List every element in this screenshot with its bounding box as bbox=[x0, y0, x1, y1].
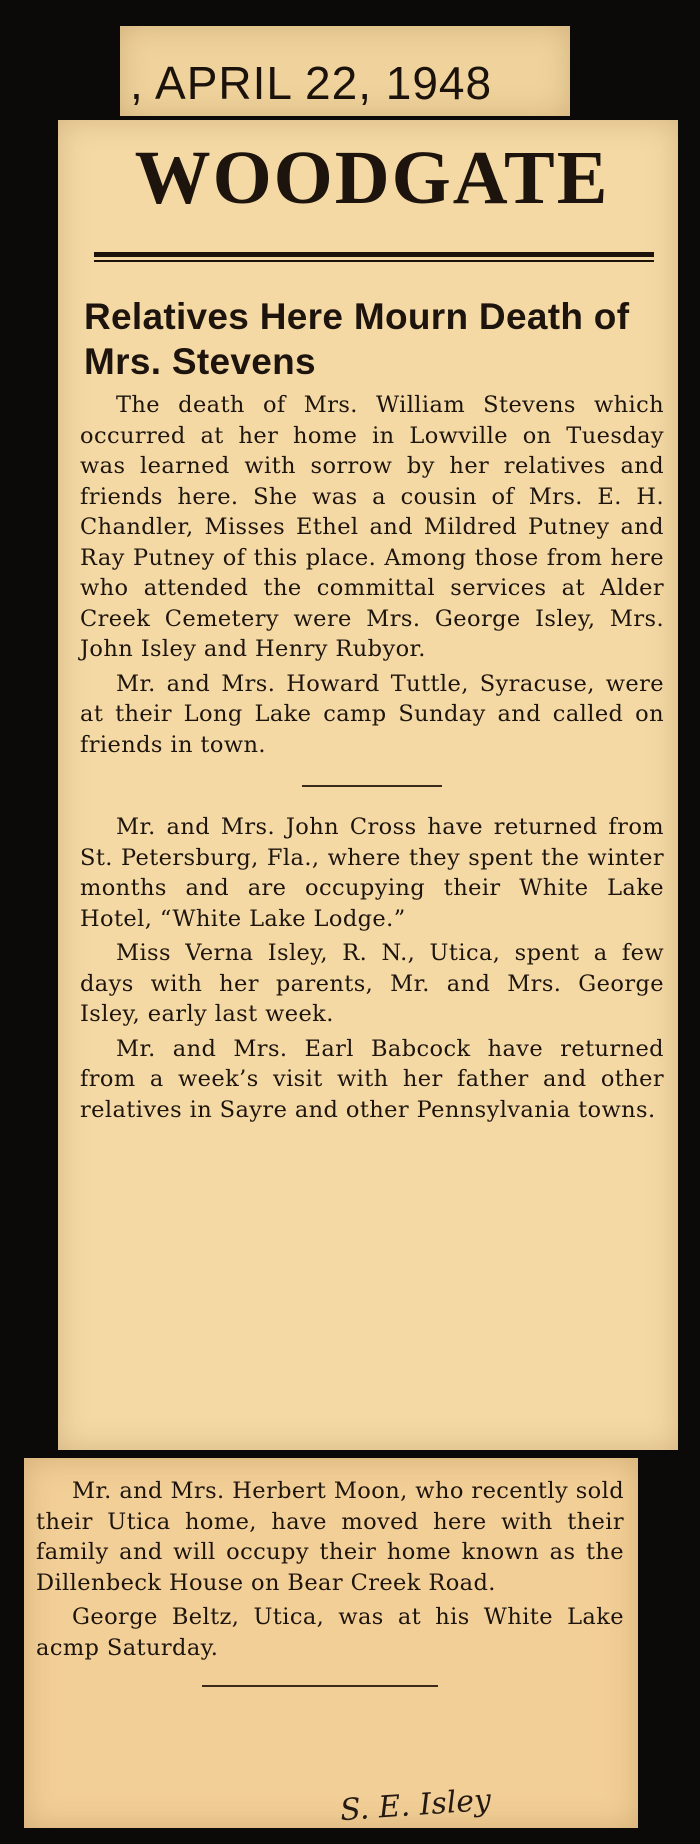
paragraph-babcock: Mr. and Mrs. Earl Babcock have returned from a week’s visit with her father and other relatives in Sayre and other Pennsylvania towns. bbox=[80, 1035, 664, 1123]
paragraph-beltz: George Beltz, Utica, was at his White Lake acmp Saturday. bbox=[36, 1604, 624, 1661]
paragraph-verna-isley: Miss Verna Isley, R. N., Utica, spent a few days with her parents, Mr. and Mrs. George Isley, early last week. bbox=[80, 940, 664, 1027]
closing-rule bbox=[202, 1685, 438, 1687]
date-clipping bbox=[120, 26, 570, 116]
paragraph-moon: Mr. and Mrs. Herbert Moon, who recently sold their Utica home, have moved here with their family and will occupy their home known as the Dillenbeck House on Bear Creek Road. bbox=[36, 1478, 624, 1596]
section-header: WOODGATE bbox=[134, 136, 610, 220]
paragraph-stevens-death: The death of Mrs. William Stevens which occurred at her home in Lowville on Tuesday was learned with sorrow by her relatives and friends here. She was a cousin of Mrs. E. H. Chandler, Misses Ethel and Mildred Putney and Ray Putney of this place. Among those from here who attended the committal services at Alder Creek Cemetery were Mrs. George Isley, Mrs. John Isley and Henry Rubyor. bbox=[80, 392, 664, 662]
paragraph-cross: Mr. and Mrs. John Cross have returned from St. Petersburg, Fla., where they spent the winter months and are occupying their White Lake Hotel, “White Lake Lodge.” bbox=[80, 814, 664, 932]
bottom-clipping bbox=[24, 1458, 638, 1828]
header-double-rule bbox=[94, 252, 654, 262]
date-line: , APRIL 22, 1948 bbox=[130, 57, 493, 109]
handwritten-signature: S. E. Isley bbox=[338, 1782, 493, 1829]
main-clipping bbox=[58, 120, 678, 1450]
article-headline: Relatives Here Mourn Death of Mrs. Stevens bbox=[84, 296, 630, 382]
section-separator bbox=[302, 785, 442, 787]
paragraph-tuttle: Mr. and Mrs. Howard Tuttle, Syracuse, were at their Long Lake camp Sunday and called on friends in town. bbox=[80, 670, 664, 758]
